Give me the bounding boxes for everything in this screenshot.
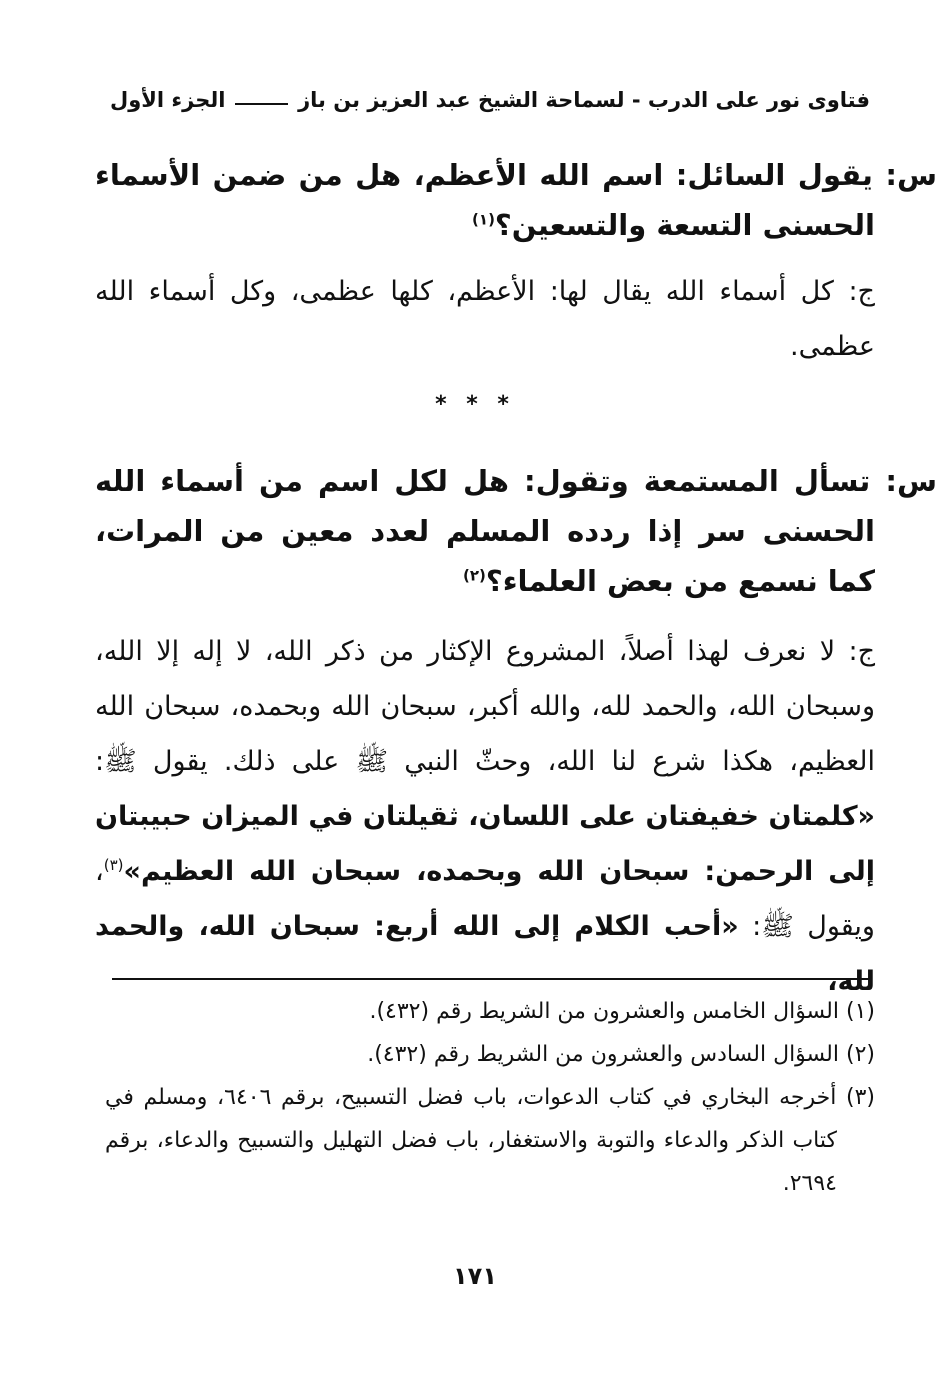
footnote-divider (112, 978, 870, 980)
running-title: فتاوى نور على الدرب - لسماحة الشيخ عبد العزيز بن باز (298, 88, 870, 112)
question-2-label: س: (885, 464, 937, 498)
page-header (110, 82, 870, 118)
question-1-text: يقول السائل: اسم الله الأعظم، هل من ضمن الأسماء الحسنى التسعة والتسعين؟ (95, 158, 875, 242)
part-label: الجزء الأول (110, 88, 226, 112)
answer-2-label: ج: (848, 636, 875, 667)
answer-1-text: كل أسماء الله يقال لها: الأعظم، كلها عظمى، وكل أسماء الله عظمى. (95, 276, 875, 362)
header-rule (235, 103, 288, 105)
footnote-ref-1: (١) (472, 210, 495, 229)
answer-2-lead: يقول ﷺ: (95, 746, 208, 777)
hadith-quote-1: «كلمتان خفيفتان على اللسان، ثقيلتان في الميزان حبيبتان إلى الرحمن: سبحان الله وبحمده، سبحان الله العظيم» (95, 801, 875, 887)
answer-2 (95, 624, 875, 1009)
answer-2-text: لا نعرف لهذا أصلاً، المشروع الإكثار من ذكر الله، لا إله إلا الله، وسبحان الله، والحمد لله، والله أكبر، سبحان الله وبحمده، سبحان الله العظيم، هكذا شرع لنا الله، وحثّ النبي ﷺ على ذلك. (95, 636, 875, 777)
question-1-label: س: (885, 158, 937, 192)
footnote-2: (٢) السؤال السادس والعشرون من الشريط رقم (٤٣٢). (367, 1042, 875, 1067)
footnote-ref-2: (٢) (463, 566, 486, 585)
footnotes (105, 990, 875, 1205)
section-separator: * * * (435, 392, 515, 417)
question-1 (95, 150, 937, 250)
question-2 (95, 456, 937, 606)
answer-1-label: ج: (848, 276, 875, 307)
page-number: ١٧١ (453, 1262, 497, 1290)
question-2-text: تسأل المستمعة وتقول: هل لكل اسم من أسماء الله الحسنى سر إذا ردده المسلم لعدد معين من المرات، كما نسمع من بعض العلماء؟ (95, 464, 875, 598)
footnote-ref-3: (٣) (103, 856, 124, 874)
answer-1 (95, 264, 875, 374)
hadith-quote-2: «أحب الكلام إلى الله أربع: سبحان الله، والحمد لله، (95, 911, 875, 997)
answer-2-mid: ، ويقول ﷺ: (95, 856, 875, 942)
footnote-3: (٣) أخرجه البخاري في كتاب الدعوات، باب فضل التسبيح، برقم ٦٤٠٦، ومسلم في كتاب الذكر والدعاء والتوبة والاستغفار، باب فضل التهليل والتسبيح والدعاء، برقم ٢٦٩٤. (105, 1085, 875, 1196)
footnote-1: (١) السؤال الخامس والعشرون من الشريط رقم (٤٣٢). (369, 999, 875, 1024)
